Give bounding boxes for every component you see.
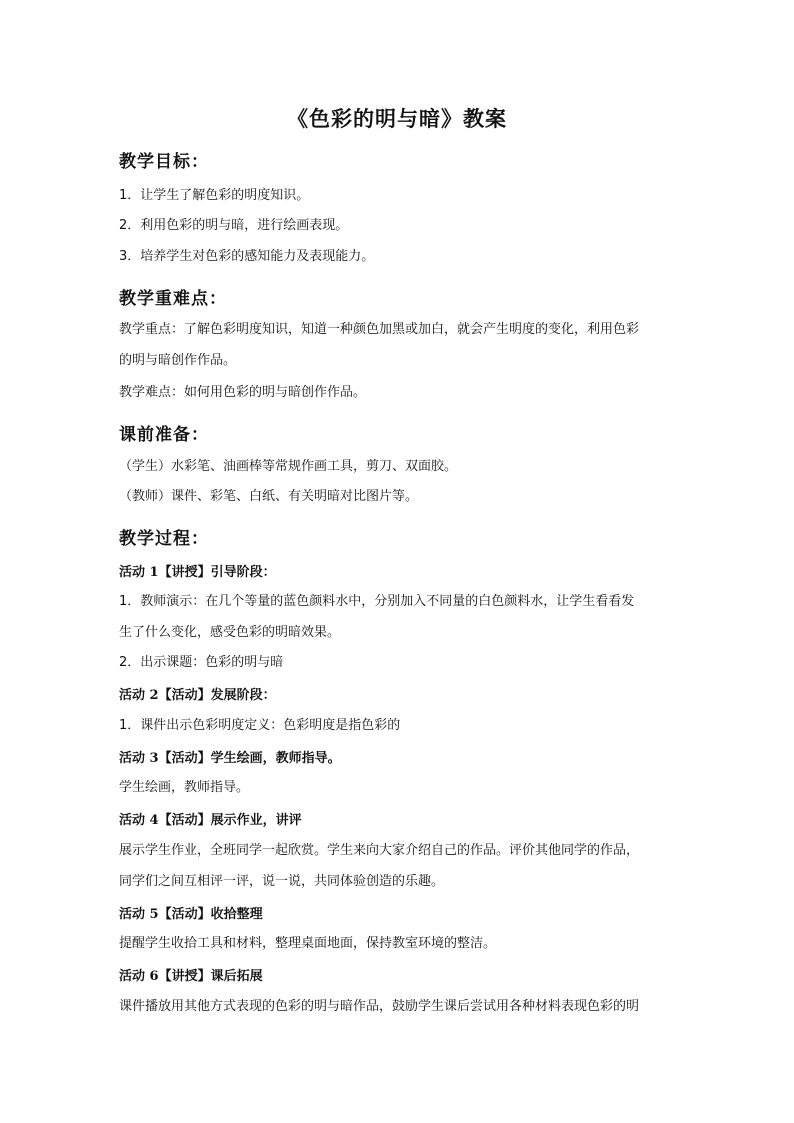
activity-6-title: 活动 6【讲授】课后拓展 [119, 969, 263, 984]
prep-student: （学生）水彩笔、油画棒等常规作画工具，剪刀、双面胶。 [119, 459, 458, 474]
key-focus-line: 教学重点：了解色彩明度知识，知道一种颜色加黑或加白，就会产生明度的变化，利用色彩 [119, 322, 640, 337]
activity-6-line: 课件播放用其他方式表现的色彩的明与暗作品，鼓励学生课后尝试用各种材料表现色彩的明 [119, 999, 640, 1014]
activity-1-line: 生了什么变化，感受色彩的明暗效果。 [119, 625, 341, 640]
activity-5-title: 活动 5【活动】收拾整理 [119, 907, 263, 922]
activity-4-line: 同学们之间互相评一评，说一说，共同体验创造的乐趣。 [119, 874, 445, 889]
activity-1-title: 活动 1【讲授】引导阶段： [119, 565, 276, 580]
activity-1-line: 2．出示课题：色彩的明与暗 [119, 655, 284, 670]
goal-item: 2．利用色彩的明与暗，进行绘画表现。 [119, 218, 349, 233]
key-difficulty: 教学难点：如何用色彩的明与暗创作作品。 [119, 385, 367, 400]
activity-3-title: 活动 3【活动】学生绘画，教师指导。 [119, 751, 341, 766]
activity-2-title: 活动 2【活动】发展阶段： [119, 688, 276, 703]
document-title: 《色彩的明与暗》教案 [287, 106, 507, 131]
key-focus-line: 的明与暗创作作品。 [119, 353, 237, 368]
heading-process: 教学过程： [119, 529, 209, 549]
prep-teacher: （教师）课件、彩笔、白纸、有关明暗对比图片等。 [119, 489, 419, 504]
activity-2-line: 1．课件出示色彩明度定义：色彩明度是指色彩的 [119, 718, 401, 733]
heading-preparation: 课前准备： [119, 425, 209, 445]
activity-5-line: 提醒学生收拾工具和材料，整理桌面地面，保持教室环境的整洁。 [119, 936, 497, 951]
activity-3-line: 学生绘画，教师指导。 [119, 780, 250, 795]
activity-1-line: 1．教师演示：在几个等量的蓝色颜料水中，分别加入不同量的白色颜料水，让学生看看发 [119, 594, 635, 609]
activity-4-title: 活动 4【活动】展示作业，讲评 [119, 813, 302, 828]
goal-item: 1．让学生了解色彩的明度知识。 [119, 188, 310, 203]
heading-teaching-goals: 教学目标： [119, 152, 209, 172]
heading-key-points: 教学重难点： [119, 289, 227, 309]
goal-item: 3．培养学生对色彩的感知能力及表现能力。 [119, 249, 375, 264]
activity-4-line: 展示学生作业，全班同学一起欣赏。学生来向大家介绍自己的作品。评价其他同学的作品， [119, 843, 640, 858]
